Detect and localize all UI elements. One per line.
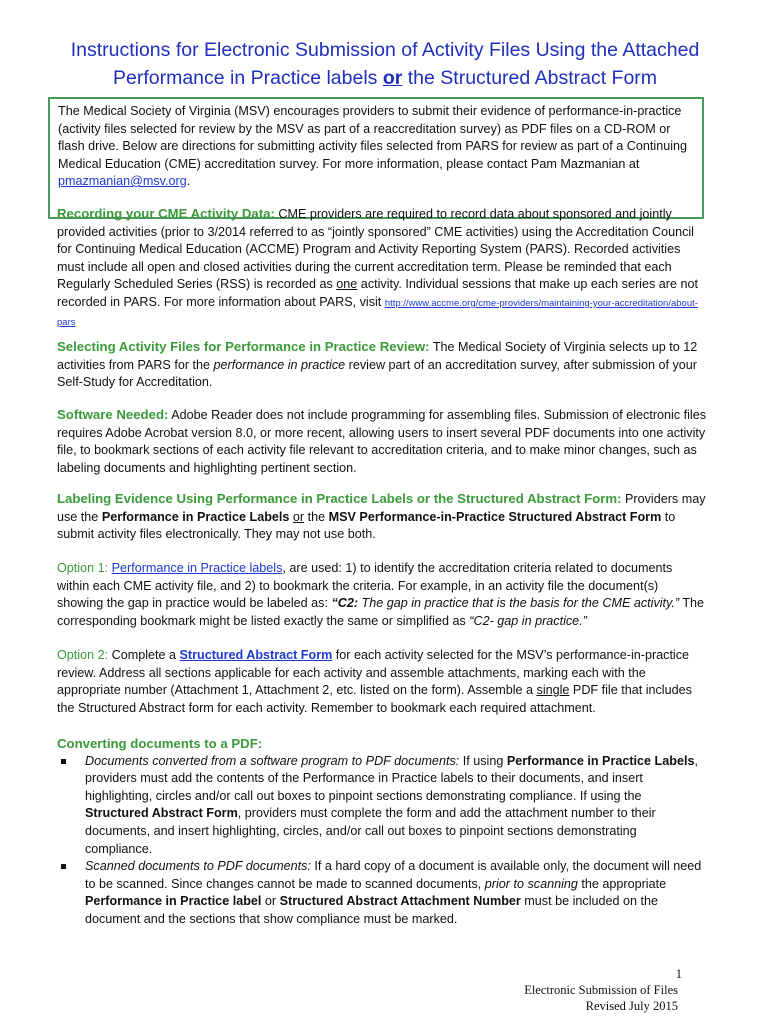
footer-line-1: Electronic Submission of Files: [524, 983, 678, 997]
selecting-text-2: review part of an accreditation survey, after submission of your Self-Study for Accreditation.: [57, 357, 698, 390]
email-link[interactable]: pmazmanian@msv.org: [58, 174, 187, 188]
labeling-text-3: to submit activity files electronically. They may not use both.: [57, 509, 676, 542]
bullet-2-text-4: must be included on the document and the sections that show compliance must be marked.: [85, 894, 659, 926]
recording-one: one: [336, 277, 358, 292]
bullet-1-bold-1: Performance in Practice Labels: [506, 753, 695, 768]
section-software: [57, 406, 707, 477]
bullet-2-italic: Scanned documents to PDF documents:: [85, 859, 311, 874]
intro-end: .: [186, 174, 191, 188]
software-heading: Software Needed:: [57, 407, 169, 422]
pars-link[interactable]: http://www.accme.org/cme-providers/maintaining-your-accreditation/about-pars: [57, 297, 698, 328]
structured-abstract-link[interactable]: Structured Abstract Form: [179, 648, 333, 662]
title-line-2: [40, 64, 730, 92]
converting-list: [57, 753, 707, 929]
list-item: [57, 753, 707, 859]
bullet-1-text-2: , providers must add the contents of the Performance in Practice labels to their documents, and insert highlighting, circles and/or call out boxes to pinpoint sections demonstrating compliance. If using the: [85, 753, 698, 803]
section-selecting: [57, 338, 707, 392]
title-line-2-start: Performance in Practice labels: [112, 67, 383, 89]
labeling-text-1: Providers may use the: [57, 492, 706, 524]
section-labeling: [57, 490, 707, 544]
selecting-heading: Selecting Activity Files for Performance in Practice Review:: [57, 339, 430, 354]
bullet-2-text-3: or: [261, 894, 280, 909]
converting-heading: Converting documents to a PDF:: [57, 736, 263, 751]
recording-heading: Recording your CME Activity Data:: [57, 206, 275, 221]
option-2-text-2: PDF file that includes the Structured Abstract form for each activity. Remember to bookmark each required attachment.: [57, 683, 692, 715]
bullet-square-icon: [61, 759, 66, 764]
option-2-text-1: for each activity selected for the MSV’s performance-in-practice review. Address all sections applicable for each activity and assemble attachments, marking each with the appropriate number (Attachment 1, Attachment 2, etc. listed on the form). Assemble a: [57, 648, 690, 698]
option-1-quote-bold: “C2:: [331, 596, 359, 611]
labeling-text-2: the: [304, 509, 329, 524]
bullet-2-text-2: the appropriate: [577, 876, 667, 891]
option-1-label: Option 1:: [57, 561, 109, 575]
bullet-1-bold-2: Structured Abstract Form: [85, 806, 238, 821]
section-option-2: [57, 647, 707, 717]
option-2-label: Option 2:: [57, 648, 109, 662]
page-number: 1: [675, 967, 682, 981]
page-footer: [524, 966, 682, 1014]
option-2-text-0: Complete a: [108, 648, 180, 662]
option-1-text-2: The corresponding bookmark might be listed exactly the same or simplified as: [57, 596, 705, 628]
labeling-or: or: [292, 509, 305, 524]
performance-labels-link[interactable]: Performance in Practice labels: [111, 561, 283, 575]
option-2-single: single: [536, 683, 570, 698]
bullet-square-icon: [61, 864, 66, 869]
footer-line-2: Revised July 2015: [585, 999, 678, 1013]
option-1-text-1: , are used: 1) to identify the accreditation criteria related to documents within each CME activity file, and 2) to bookmark the criteria. For example, in an activity file the document(s) showing the gap in practice would be labeled as:: [57, 561, 673, 611]
section-option-1: [57, 560, 707, 630]
bullet-1-text-1: If using: [459, 753, 507, 768]
section-converting: [57, 735, 707, 929]
option-1-quote-rest: The gap in practice that is the basis for the CME activity.”: [358, 596, 680, 611]
software-text: Adobe Reader does not include programming for assembling files. Submission of electronic files requires Adobe Acrobat version 8.0, or more recent, allowing users to insert several PDF documents into one activity file, to bookmark sections of each activity file relevant to accreditation criteria, and to make minor changes, such as labeling documents and highlighting pertinent section.: [57, 408, 707, 475]
bullet-2-text-1: If a hard copy of a document is available only, the document will need to be scanned. Since changes cannot be made to scanned documents,: [85, 859, 702, 891]
section-recording: [57, 205, 707, 331]
selecting-italic: performance in practice: [213, 357, 346, 372]
title-line-1: Instructions for Electronic Submission of Activity Files Using the Attached: [70, 39, 700, 61]
bullet-2-italic-2: prior to scanning: [484, 876, 578, 891]
page-title: [40, 36, 730, 92]
recording-text-1: CME providers are required to record data about sponsored and jointly provided activities (prior to 3/2014 referred to as “jointly sponsored” CME activities) using the Accreditation Council for Continuing Medical Education (ACCME) Program and Activity Reporting System (PARS). Recorded activities must include all open and closed activities during the current accreditation term. Please be reminded that each Regularly Scheduled Series (RSS) is recorded as: [57, 207, 694, 292]
intro-box: [48, 97, 704, 219]
selecting-text-1: The Medical Society of Virginia selects up to 12 activities from PARS for the: [57, 340, 698, 372]
title-line-2-end: the Structured Abstract Form: [402, 67, 658, 89]
option-1-quote-2: “C2- gap in practice.”: [469, 613, 587, 628]
bullet-2-bold-2: Structured Abstract Attachment Number: [279, 894, 521, 909]
labeling-bold-1: Performance in Practice Labels: [101, 509, 290, 524]
bullet-1-italic: Documents converted from a software program to PDF documents:: [85, 753, 460, 768]
title-or: or: [382, 67, 403, 89]
recording-text-2: activity. Individual sessions that make up each series are not recorded in PARS. For more information about PARS, visit: [57, 277, 698, 309]
labeling-heading: Labeling Evidence Using Performance in Practice Labels or the Structured Abstract Form:: [57, 491, 622, 506]
bullet-1-text-3: , providers must complete the form and add the attachment number to their documents, and insert highlighting, circles, and/or call out boxes to pinpoint sections demonstrating compliance.: [85, 806, 656, 856]
labeling-bold-2: MSV Performance-in-Practice Structured Abstract Form: [328, 509, 662, 524]
intro-text: The Medical Society of Virginia (MSV) encourages providers to submit their evidence of performance-in-practice (activity files selected for review by the MSV as part of a reaccreditation survey) as PDF files on a CD-ROM or flash drive. Below are directions for submitting activity files selected from PARS for review as part of a Continuing Medical Education (CME) accreditation survey. For more information, please contact Pam Mazmanian at: [58, 104, 688, 171]
bullet-2-bold-1: Performance in Practice label: [85, 894, 262, 909]
list-item: [57, 858, 707, 928]
